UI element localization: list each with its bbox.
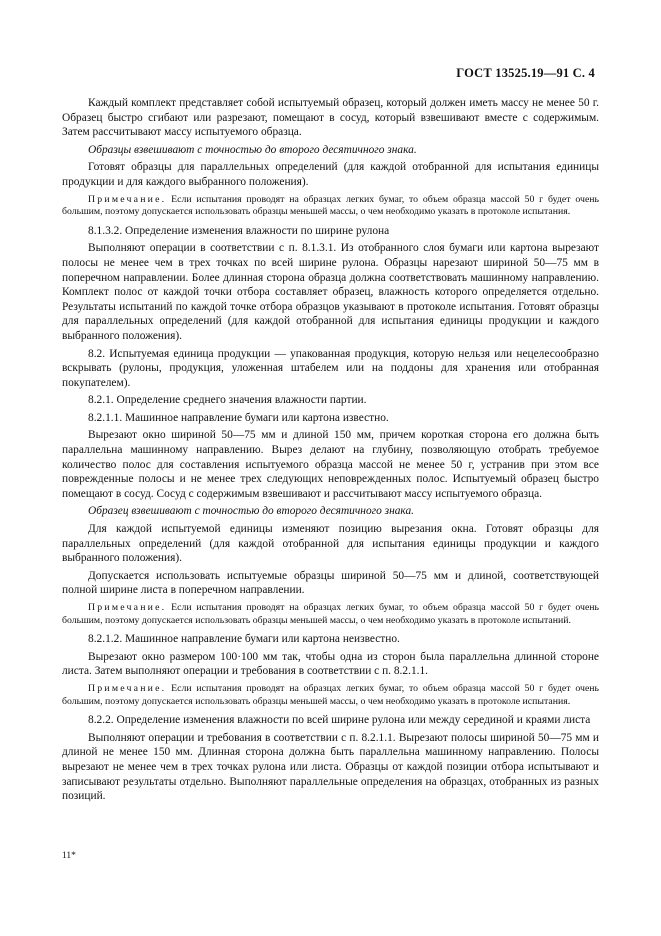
note-label: Примечание. [88,193,167,205]
paragraph: 8.2.1.2. Машинное направление бумаги или картона неизвестно. [88,633,400,646]
paragraph: 8.2.1. Определение среднего значения влажности партии. [88,394,367,407]
paragraph: Выполняют операции и требования в соответствии с п. 8.2.1.1. Вырезают полосы шириной 50—75 мм и длиной не менее 150 мм. Длинная сторона должна быть параллельна машинному направлению. Полосы вырезают не менее чем в трех точках рулона или листа. Образцы от каждой позиции отбора испытывают и записывают результаты отдельно. Выполняют параллельные определения на образцах, отобранных из разных позиций. [62,731,599,803]
paragraph: Выполняют операции в соответствии с п. 8.1.3.1. Из отобранного слоя бумаги или картона вырезают полосы не менее чем в трех точках по всей ширине рулона. Образцы нарезают шириной 50—75 мм в поперечном направлении. Более длинная сторона образца должна соответствовать машинному направлению. Комплект полос от каждой точки отбора составляет образец, влажность которого определяется отдельно. Результаты испытаний по каждой точке отбора образцов указывают в протоколе испытания. Готовят образцы для параллельных определений (для каждой отобранной для испытания единицы продукции и каждого выбранного положения). [62,242,599,342]
paragraph: 8.2.1.1. Машинное направление бумаги или картона известно. [88,411,389,424]
page-header: ГОСТ 13525.19—91 С. 4 [456,66,595,80]
paragraph: Каждый комплект представляет собой испытуемый образец, который должен иметь массу не менее 50 г. Образец быстро сгибают или разрезают, помещают в сосуд, который взвешивают вместе с содержимым. Затем рассчитывают массу испытуемого образца. [62,97,599,139]
note-label: Примечание. [88,602,167,613]
note-paragraph [62,194,599,219]
paragraph: 8.2.2. Определение изменения влажности по всей ширине рулона или между серединой и краями листа [88,714,591,727]
italic-paragraph: Образцы взвешивают с точностью до второго десятичного знака. [88,143,417,156]
paragraph: Готовят образцы для параллельных определений (для каждой отобранной для испытания единицы продукции и для каждого выбранного положения). [62,161,599,188]
note-paragraph [62,683,599,708]
paragraph: Вырезают окно шириной 50—75 мм и длиной 150 мм, причем короткая сторона его должна быть параллельна машинному направлению. Вырез делают на глубину, позволяющую отобрать требуемое количество полос для составления испытуемого образца массой не менее 50 г, устранив при этом все поврежденные полосы и не менее трех следующих неповрежденных полос. Испытуемый образец быстро помещают в сосуд. Сосуд с содержимым взвешивают и рассчитывают массу испытуемого образца. [62,429,599,500]
note-text: Если испытания проводят на образцах легких бумаг, то объем образца массой 50 г будет очень большим, поэтому допускается использовать образцы меньшей массы, о чем необходимо указать в протоколе испытания. [62,682,600,707]
note-paragraph [62,602,599,627]
note-text: Если испытания проводят на образцах легких бумаг, то объем образца массой 50 г будет очень большим, поэтому допускается использовать образцы меньшей массы, о чем необходимо указать в протоколе испытания. [62,193,600,218]
page-footer-mark: 11* [62,851,76,861]
paragraph: Вырезают окно размером 100·100 мм так, чтобы одна из сторон была параллельна длинной стороне листа. Затем выполняют операции и требования в соответствии с п. 8.2.1.1. [62,650,599,678]
note-label: Примечание. [88,682,167,694]
body-text [62,96,599,807]
italic-paragraph: Образец взвешивают с точностью до второго десятичного знака. [88,505,415,518]
paragraph: 8.1.3.2. Определение изменения влажности по ширине рулона [88,224,390,237]
paragraph: 8.2. Испытуемая единица продукции — упакованная продукция, которую нельзя или нецелесообразно вскрывать (рулоны, продукция, уложенная штабелем или на поддоны для хранения или отобранная покупателем). [62,347,599,389]
note-text: Если испытания проводят на образцах легких бумаг, то объем образца массой 50 г будет очень большим, поэтому допускается использовать образцы меньшей массы, о чем необходимо указать в протоколе испытаний. [62,602,600,626]
paragraph: Допускается использовать испытуемые образцы шириной 50—75 мм и длиной, соответствующей полной ширине листа в поперечном направлении. [62,569,599,597]
paragraph: Для каждой испытуемой единицы изменяют позицию вырезания окна. Готовят образцы для параллельных определений (для каждой отобранной для испытания единицы продукции и каждого выбранного положения). [62,523,599,565]
